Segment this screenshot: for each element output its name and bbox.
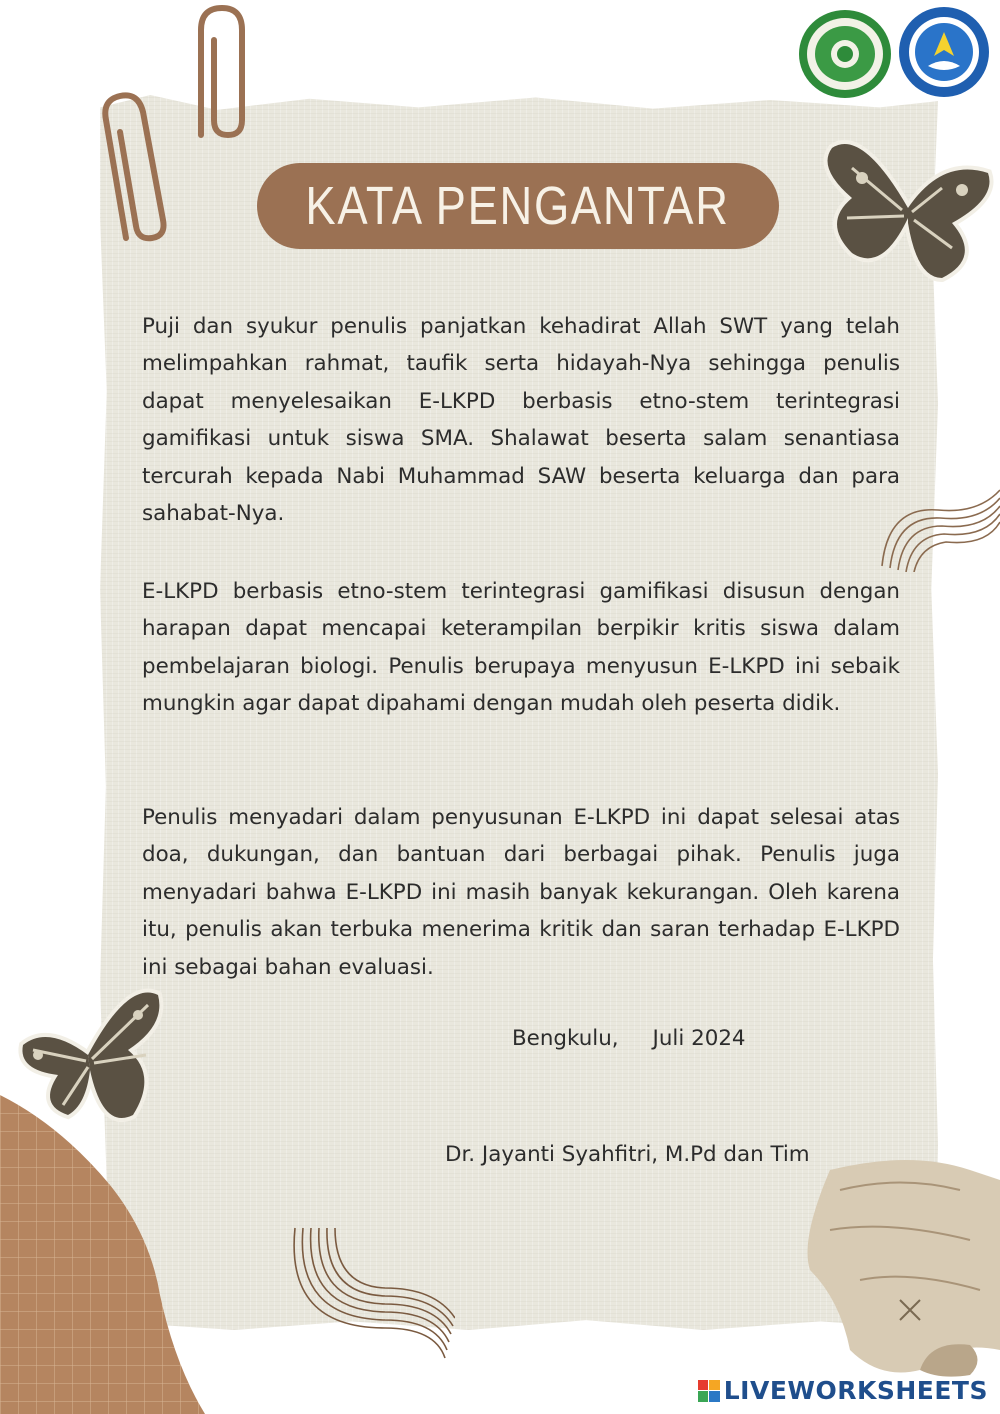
liveworksheets-watermark — [698, 1376, 988, 1405]
liveworksheets-logo-icon — [698, 1380, 720, 1402]
butterfly-icon — [822, 128, 994, 288]
paragraph-3: Penulis menyadari dalam penyusunan E-LKPD ini dapat selesai atas doa, dukungan, dan bantuan dari berbagai pihak. Penulis juga menyadari bahwa E-LKPD ini masih banyak kekurangan. Oleh karena itu, penulis akan terbuka menerima kritik dan saran terhadap E-LKPD ini sebagai bahan evaluasi. — [142, 805, 900, 980]
title-banner — [257, 163, 779, 249]
scroll-map-icon — [770, 1150, 1000, 1380]
paragraph-1: Puji dan syukur penulis panjatkan kehadirat Allah SWT yang telah melimpahkan rahmat, taufik serta hidayah-Nya sehingga penulis dapat menyelesaikan E-LKPD berbasis etno-stem terintegrasi gamifikasi untuk siswa SMA. Shalawat beserta salam senantiasa tercurah kepada Nabi Muhammad SAW beserta keluarga dan para sahabat-Nya. — [142, 314, 900, 527]
grid-paper-piece — [0, 1095, 205, 1414]
watermark-text: LIVEWORKSHEETS — [723, 1376, 988, 1405]
paperclip-icon — [96, 0, 246, 250]
wavy-lines-icon — [878, 486, 1000, 572]
tut-wuri-handayani-logo-icon — [898, 6, 990, 98]
page-title: KATA PENGANTAR — [305, 176, 731, 236]
paragraph-2: E-LKPD berbasis etno-stem terintegrasi gamifikasi disusun dengan harapan dapat mencapai keterampilan berpikir kritis siswa dalam pembelajaran biologi. Penulis berupaya menyusun E-LKPD ini sebaik mungkin agar dapat dipahami dengan mudah oleh peserta didik. — [142, 579, 900, 717]
wavy-arcs-icon — [285, 1218, 455, 1368]
signer-name: Dr. Jayanti Syahfitri, M.Pd dan Tim — [445, 1142, 810, 1167]
place-date: Bengkulu, Juli 2024 — [512, 1026, 746, 1051]
university-logo-icon — [797, 8, 893, 100]
